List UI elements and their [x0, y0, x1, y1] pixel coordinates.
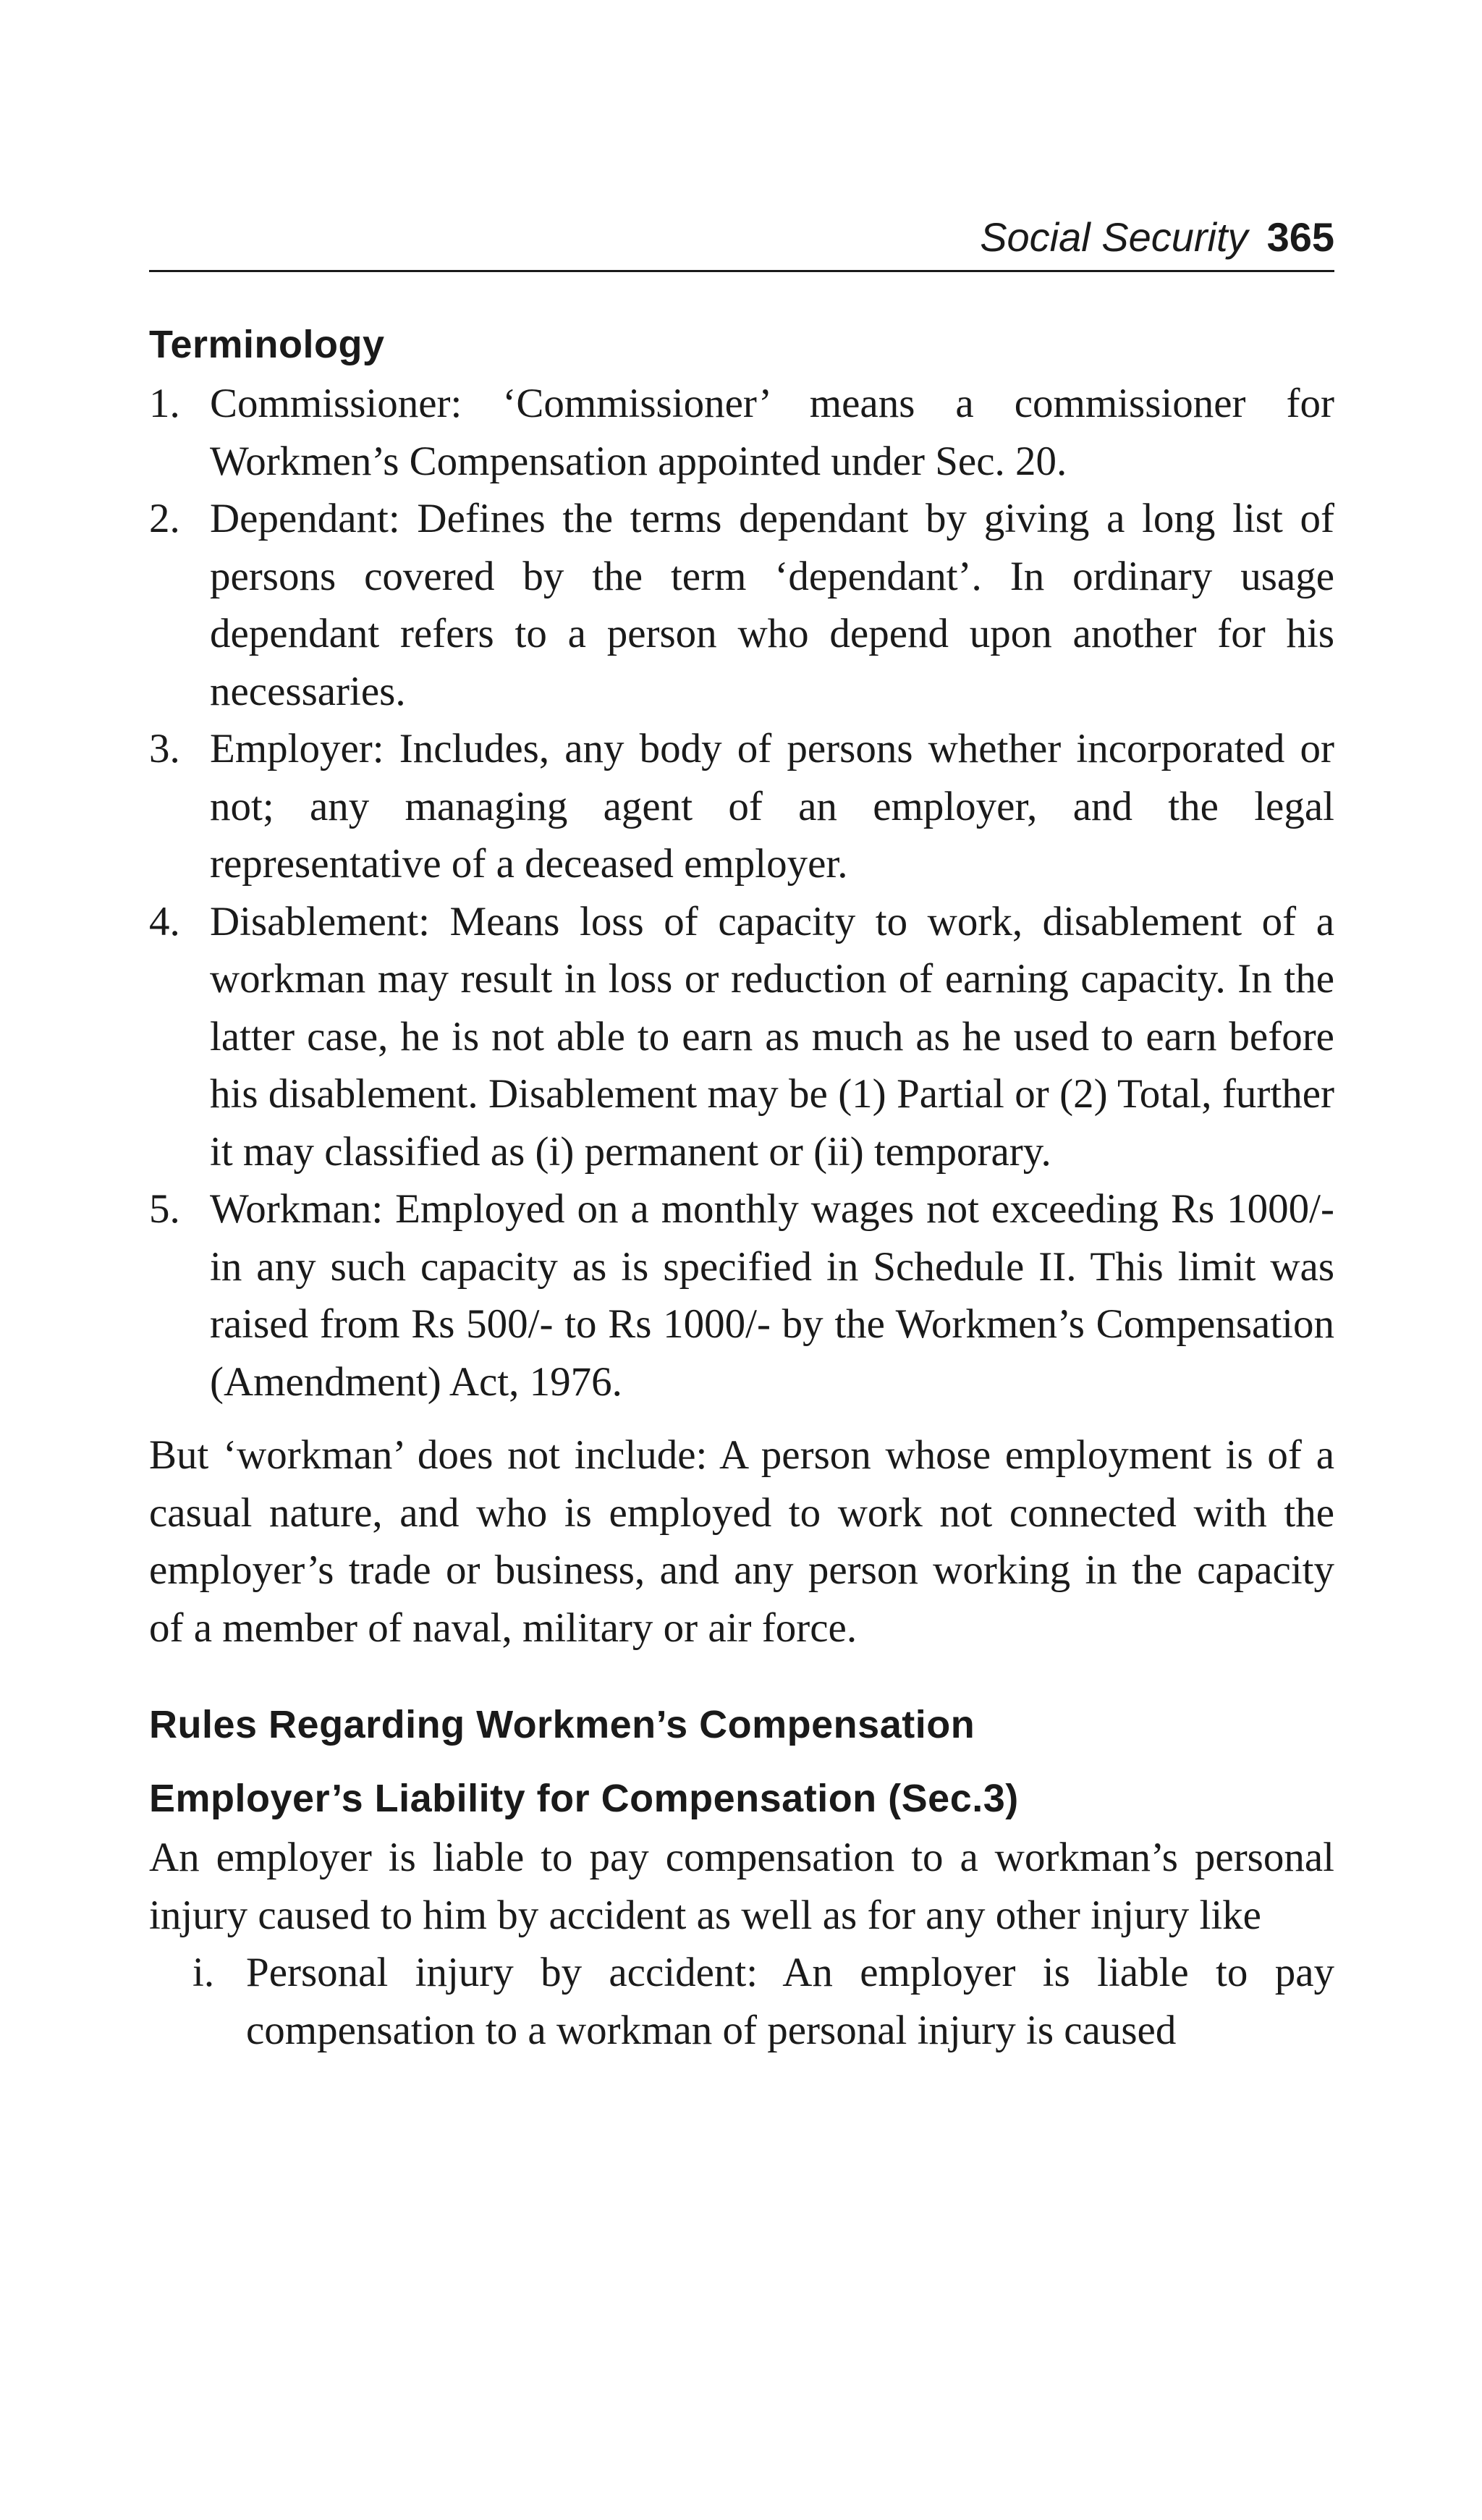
running-header — [980, 214, 1334, 261]
section-title: Social Security — [980, 214, 1248, 260]
liability-subheading: Employer’s Liability for Compensation (Sec.3) — [149, 1777, 1019, 1820]
terminology-list — [149, 375, 1334, 1411]
list-item-number: 5. — [149, 1186, 180, 1232]
liability-paragraph: An employer is liable to pay compensation to a workman’s personal injury caused to him by accident as well as for any other injury like — [149, 1835, 1334, 1938]
list-item-text: Disablement: Means loss of capacity to work, disablement of a workman may result in loss or reduction of earning capacity. In the latter case, he is not able to earn as much as he used to earn before his disablement. Disablement may be (1) Partial or (2) Total, further it may classified as (i) permanent or (ii) temporary. — [210, 898, 1334, 1175]
rules-heading: Rules Regarding Workmen’s Compensation — [149, 1703, 975, 1746]
list-item — [149, 893, 1334, 1181]
header-rule — [149, 270, 1334, 272]
workman-exclusion-paragraph: But ‘workman’ does not include: A person whose employment is of a casual nature, and who is employed to work not connected with the employer’s trade or business, and any person working in the capacity of a member of naval, military or air force. — [149, 1432, 1334, 1651]
list-item-number: i. — [192, 1950, 215, 1995]
injury-list — [149, 1944, 1334, 2059]
page-body — [149, 318, 1334, 2059]
list-item — [149, 720, 1334, 893]
list-item-text: Commissioner: ‘Commissioner’ means a commissioner for Workmen’s Compensation appointed under Sec. 20. — [210, 381, 1334, 484]
list-item-number: 3. — [149, 726, 180, 771]
page-number: 365 — [1266, 214, 1334, 260]
list-item — [149, 490, 1334, 720]
list-item-text: Workman: Employed on a monthly wages not exceeding Rs 1000/- in any such capacity as is specified in Schedule II. This limit was raised from Rs 500/- to Rs 1000/- by the Workmen’s Compensation (Amendment) Act, 1976. — [210, 1186, 1334, 1405]
list-item — [149, 1180, 1334, 1411]
list-item-text: Personal injury by accident: An employer is liable to pay compensation to a workman of personal injury is caused — [246, 1950, 1334, 2053]
terminology-heading: Terminology — [149, 323, 385, 366]
list-item-text: Employer: Includes, any body of persons whether incorporated or not; any managing agent of an employer, and the legal representative of a deceased employer. — [210, 726, 1334, 887]
list-item-number: 1. — [149, 381, 180, 426]
list-item — [149, 1944, 1334, 2059]
list-item-number: 2. — [149, 496, 180, 541]
list-item — [149, 375, 1334, 490]
list-item-number: 4. — [149, 898, 180, 944]
list-item-text: Dependant: Defines the terms dependant by giving a long list of persons covered by the term ‘dependant’. In ordinary usage dependant refers to a person who depend upon another for his necessaries. — [210, 496, 1334, 714]
